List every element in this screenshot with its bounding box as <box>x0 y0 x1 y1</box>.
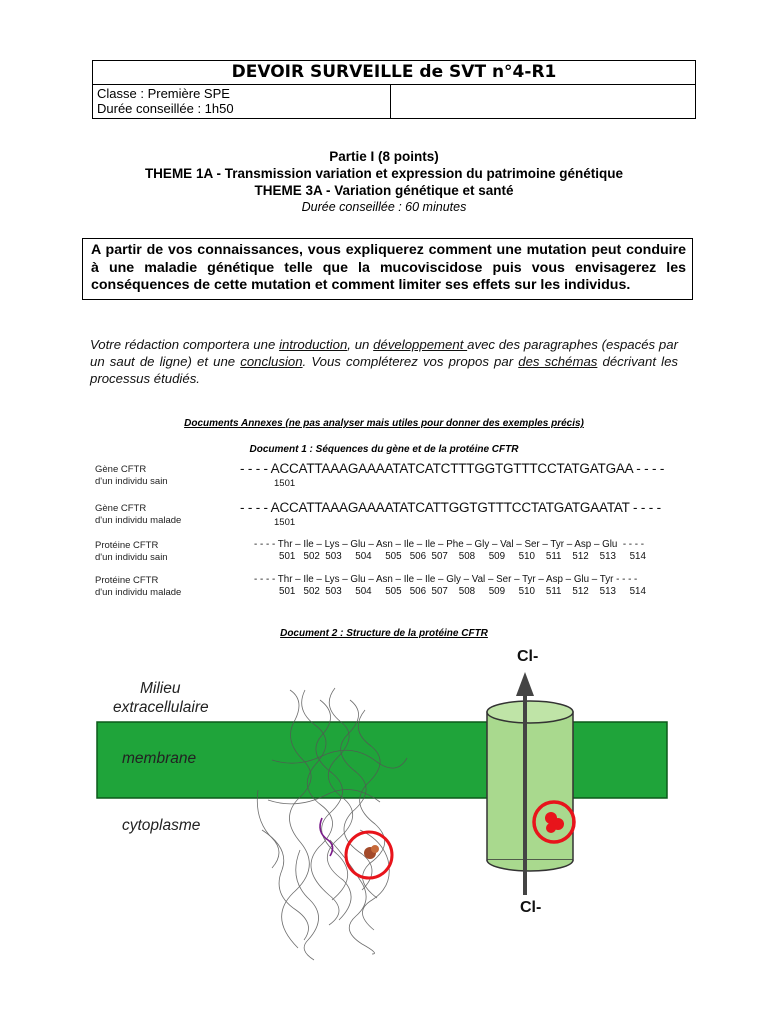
duree-totale-text: Durée conseillée : 1h50 <box>97 101 234 116</box>
label-line1: Protéine CFTR <box>95 575 159 586</box>
label-line2: d'un individu sain <box>95 476 168 487</box>
membrane-label: membrane <box>122 750 197 767</box>
redac-intro: introduction <box>279 337 348 352</box>
chloride-arrow-head <box>516 672 534 696</box>
redac-part: avec des paragraphes (espacés par un saut de ligne) et une <box>90 337 678 369</box>
label-line1: Gène CFTR <box>95 464 147 475</box>
prot-sain-sequence: - - - - Thr – Ile – Lys – Glu – Asn – Ile – Ile – Phe – Gly – Val – Ser – Tyr – Asp – Glu - - - - <box>254 539 645 550</box>
question-box: A partir de vos connaissances, vous expliquerez comment une mutation peut conduire à une maladie génétique telle que la mucoviscidose puis vous envisagerez les conséquences de cette mutation et comment limiter ses effets sur les individus. <box>82 238 693 300</box>
doc1-title: Document 1 : Séquences du gène et de la protéine CFTR <box>249 444 519 455</box>
label-line2: d'un individu malade <box>95 587 182 598</box>
redac-part: décrivant les processus étudiés. <box>90 354 678 386</box>
gene-sain-sequence: - - - - ACCATTAAAGAAAATATCATCTTTGGTGTTTCCTATGATGAA - - - - <box>240 461 665 476</box>
redac-part: Votre rédaction comportera une <box>90 337 280 352</box>
partie-title: Partie I (8 points) <box>329 149 439 164</box>
cylinder-body <box>487 712 573 860</box>
cl-top-label: Cl- <box>517 648 539 665</box>
cylinder-top <box>487 701 573 723</box>
label-line1: Gène CFTR <box>95 503 147 514</box>
prot-sain-nums: 501 502 503 504 505 506 507 508 509 510 511 512 513 514 <box>279 551 646 562</box>
label-line2: d'un individu sain <box>95 552 168 563</box>
redac-dev: développement <box>373 337 468 352</box>
cytoplasme-label: cytoplasme <box>122 817 201 834</box>
gene-sain-num: 1501 <box>274 478 296 489</box>
label-line2: d'un individu malade <box>95 515 182 526</box>
cl-bottom-label: Cl- <box>520 899 542 916</box>
purple-segment <box>320 818 333 856</box>
partie-duree: Durée conseillée : 60 minutes <box>301 200 467 214</box>
cylinder-bottom <box>487 860 573 871</box>
milieu-label-1: Milieu <box>140 680 181 697</box>
redac-schemas: des schémas <box>518 354 598 369</box>
redac-concl: conclusion <box>240 354 303 369</box>
redac-part: , un <box>347 337 374 352</box>
gene-malade-sequence: - - - - ACCATTAAAGAAAATATCATTGGTGTTTCCTATGATGAATAT - - - - <box>240 500 661 515</box>
doc2-title: Document 2 : Structure de la protéine CFTR <box>280 628 488 639</box>
label-line1: Protéine CFTR <box>95 540 159 551</box>
mutation-dot <box>546 823 556 833</box>
theme-1a: THEME 1A - Transmission variation et expression du patrimoine génétique <box>144 166 624 181</box>
annexes-title: Documents Annexes (ne pas analyser mais utiles pour donner des exemples précis) <box>184 418 584 429</box>
exam-title: DEVOIR SURVEILLE de SVT n°4-R1 <box>93 61 695 85</box>
gene-malade-num: 1501 <box>274 517 296 528</box>
redac-part: . Vous compléterez vos propos par <box>302 354 519 369</box>
classe-text: Classe : Première SPE <box>97 86 230 101</box>
prot-malade-nums: 501 502 503 504 505 506 507 508 509 510 511 512 513 514 <box>279 586 646 597</box>
milieu-label-2: extracellulaire <box>113 699 209 716</box>
prot-malade-sequence: - - - - Thr – Ile – Lys – Glu – Asn – Ile – Ile – Gly – Val – Ser – Tyr – Asp – Glu – Tyr - - - - <box>254 574 638 585</box>
phe508-atoms <box>371 845 379 853</box>
theme-3a: THEME 3A - Variation génétique et santé <box>254 183 514 198</box>
